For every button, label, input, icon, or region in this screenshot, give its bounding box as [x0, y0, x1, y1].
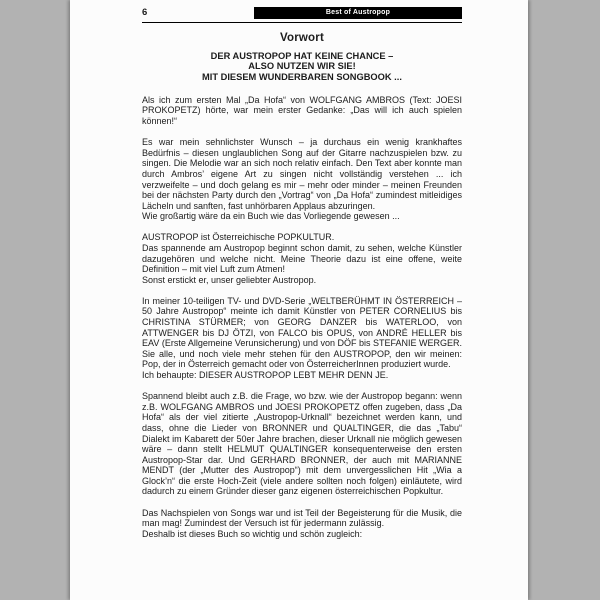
text-block — [142, 508, 462, 540]
page-number: 6 — [142, 7, 148, 19]
headline — [142, 51, 462, 83]
paragraph: Es war mein sehnlichster Wunsch – ja durchaus ein wenig krankhaftes Bedürfnis – diesen unglaublichen Song auf der Gitarre nachzuspielen bzw. zu singen. Die Melodie war an sich noch relativ einfach. Den Text aber konnte man durch Ambros’ eigene Art zu singen nicht vollständig verstehen ... ich verzweifelte – und doch gelang es mir – mehr oder minder – meinen Freunden bei der nächsten Party durch den „Vortrag“ von „Da Hofa“ zumindest mitleidiges Lächeln und sanften, fast unhörbaren Applaus abzuringen. — [142, 137, 462, 211]
paragraph: Wie großartig wäre da ein Buch wie das Vorliegende gewesen ... — [142, 211, 400, 222]
paragraph: Das Nachspielen von Songs war und ist Teil der Begeisterung für die Musik, die man mag! Zumindest der Versuch ist für jedermann zulässig. — [142, 507, 462, 529]
book-page — [70, 0, 528, 600]
paragraph: Deshalb ist dieses Buch so wichtig und schön zugleich: — [142, 528, 363, 539]
headline-line-1: DER AUSTROPOP HAT KEINE CHANCE – — [210, 50, 394, 61]
text-block — [142, 391, 462, 497]
text-block — [142, 232, 462, 285]
headline-line-3: MIT DIESEM WUNDERBAREN SONGBOOK ... — [202, 72, 402, 83]
foreword-text — [142, 95, 462, 539]
paragraph: Sonst erstickt er, unser geliebter Austropop. — [142, 274, 317, 285]
text-block — [142, 137, 462, 222]
paragraph: AUSTROPOP ist Österreichische POPKULTUR. — [142, 232, 335, 243]
page-header — [142, 7, 462, 19]
text-block — [142, 296, 462, 381]
paragraph: In meiner 10-teiligen TV- und DVD-Serie „WELTBERÜHMT IN ÖSTERREICH – 50 Jahre Austropop“ meinte ich damit Künstler von PETER CORNELIUS bis CHRISTINA STÜRMER; von GEORG DANZER bis WATERLOO, von ATTWENGER bis DJ ÖTZI, von FALCO bis OPUS, von ANDRÉ HELLER bis EAV (Erste Allgemeine Verunsicherung) und von DÖF bis STEFANIE WERGER. Sie alle, und noch viele mehr stehen für den AUSTROPOP, den wir meinen: Pop, der in Österreich gemacht oder von ÖsterreicherInnen produziert wurde. — [142, 295, 462, 370]
paragraph: Ich behaupte: DIESER AUSTROPOP LEBT MEHR DENN JE. — [142, 370, 389, 381]
paragraph: Das spannende am Austropop beginnt schon damit, zu sehen, welche Künstler dazugehören und welche nicht. Meine Theorie dazu ist eine offene, weite Definition – mit viel Luft zum Atmen! — [142, 243, 462, 275]
header-rule — [142, 22, 462, 23]
text-block — [142, 95, 462, 127]
headline-line-2: ALSO NUTZEN WIR SIE! — [248, 61, 356, 72]
paragraph: Als ich zum ersten Mal „Da Hofa“ von WOLFGANG AMBROS (Text: JOESI PROKOPETZ) hörte, war mein erster Gedanke: „Das will ich auch spielen können!“ — [142, 94, 462, 127]
page-title: Vorwort — [280, 31, 324, 44]
header-banner: Best of Austropop — [254, 7, 462, 19]
paragraph: Spannend bleibt auch z.B. die Frage, wo bzw. wie der Austropop begann: wenn z.B. WOLFGANG AMBROS und JOESI PROKOPETZ offen zugeben, dass „Da Hofa“ als der viel zitierte „Austropop-Urknall“ bezeichnet werden kann, und dass, ohne die Lieder von BRONNER und QUALTINGER, die das „Tabu“ Dialekt im Kabarett der 50er Jahre brachen, dieser Urknall nie möglich gewesen wäre – dann stellt HELMUT QUALTINGER konsequenterweise den ersten Austropop-Star dar. Und GERHARD BRONNER, der auch mit MARIANNE MENDT (der „Mutter des Austropop“) mit dem unvergesslichen Hit „Wia a Glock’n“ die erste Hoch-Zeit (viele andere sollten noch folgen) einläutete, wird dadurch zu einem Gründer dieser ganz eigenen österreichischen Popkultur. — [142, 391, 462, 497]
